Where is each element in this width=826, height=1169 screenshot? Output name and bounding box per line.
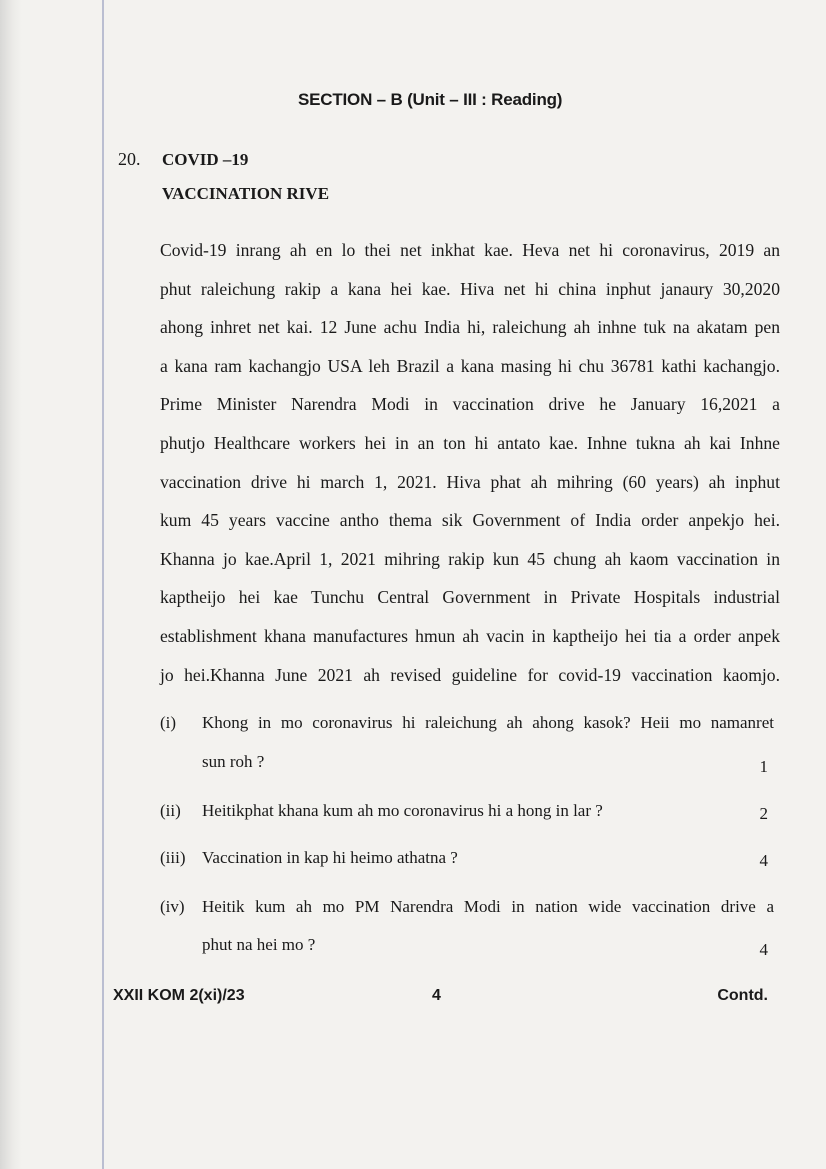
footer-contd: Contd. — [717, 987, 768, 1004]
marks: 4 — [759, 940, 768, 959]
sub-question-text: Heitikphat khana kum ah mo coronavirus hi a hong in lar ? — [202, 801, 603, 820]
section-heading: SECTION – B (Unit – III : Reading) — [298, 90, 563, 109]
passage-line: vaccination drive hi march 1, 2021. Hiva phat ah mihring (60 years) ah inphut — [160, 471, 780, 492]
footer-code: XXII KOM 2(xi)/23 — [113, 987, 245, 1004]
passage-line: ahong inhret net kai. 12 June achu India hi, raleichung ah inhne tuk na akatam pen — [160, 317, 780, 338]
passage-line: a kana ram kachangjo USA leh Brazil a kana masing hi chu 36781 kathi kachangjo. — [160, 355, 780, 376]
passage-line: kaptheijo hei kae Tunchu Central Government in Private Hospitals industrial — [160, 587, 780, 608]
question-title-line1: COVID –19 — [162, 150, 249, 169]
marks: 4 — [759, 851, 768, 870]
sub-question-text-cont: sun roh ? — [202, 752, 265, 771]
sub-question-number: (iii) — [160, 848, 186, 867]
reading-passage — [160, 231, 780, 694]
passage-line: Khanna jo kae.April 1, 2021 mihring rakip kun 45 chung ah kaom vaccination in — [160, 548, 780, 569]
sub-question-text: Heitik kum ah mo PM Narendra Modi in nation wide vaccination drive a — [202, 897, 774, 916]
sub-question-text-cont: phut na hei mo ? — [202, 935, 316, 954]
sub-question-text: Khong in mo coronavirus hi raleichung ah ahong kasok? Heii mo namanret — [202, 713, 774, 732]
sub-question-text: Vaccination in kap hi heimo athatna ? — [202, 848, 458, 867]
passage-line: kum 45 years vaccine antho thema sik Government of India order anpekjo hei. — [160, 510, 780, 531]
marks: 2 — [759, 804, 768, 823]
question-title-line2: VACCINATION RIVE — [162, 184, 330, 203]
sub-question-number: (i) — [160, 713, 177, 732]
passage-line: Covid-19 inrang ah en lo thei net inkhat kae. Heva net hi coronavirus, 2019 an — [160, 240, 780, 260]
marks: 1 — [759, 757, 768, 776]
sub-question-number: (iv) — [160, 897, 185, 916]
passage-line: phut raleichung rakip a kana hei kae. Hiva net hi china inphut janaury 30,2020 — [160, 278, 780, 299]
passage-line: jo hei.Khanna June 2021 ah revised guideline for covid-19 vaccination kaomjo. — [160, 664, 780, 685]
passage-line: establishment khana manufactures hmun ah vacin in kaptheijo hei tia a order anpek — [160, 625, 780, 646]
page-edge-shadow — [0, 0, 22, 1169]
footer-page-number: 4 — [432, 987, 441, 1004]
question-number: 20. — [118, 149, 141, 169]
passage-line: Prime Minister Narendra Modi in vaccination drive he January 16,2021 a — [160, 394, 780, 415]
sub-question-number: (ii) — [160, 801, 181, 820]
margin-line — [102, 0, 104, 1169]
passage-line: phutjo Healthcare workers hei in an ton hi antato kae. Inhne tukna ah kai Inhne — [160, 432, 780, 453]
